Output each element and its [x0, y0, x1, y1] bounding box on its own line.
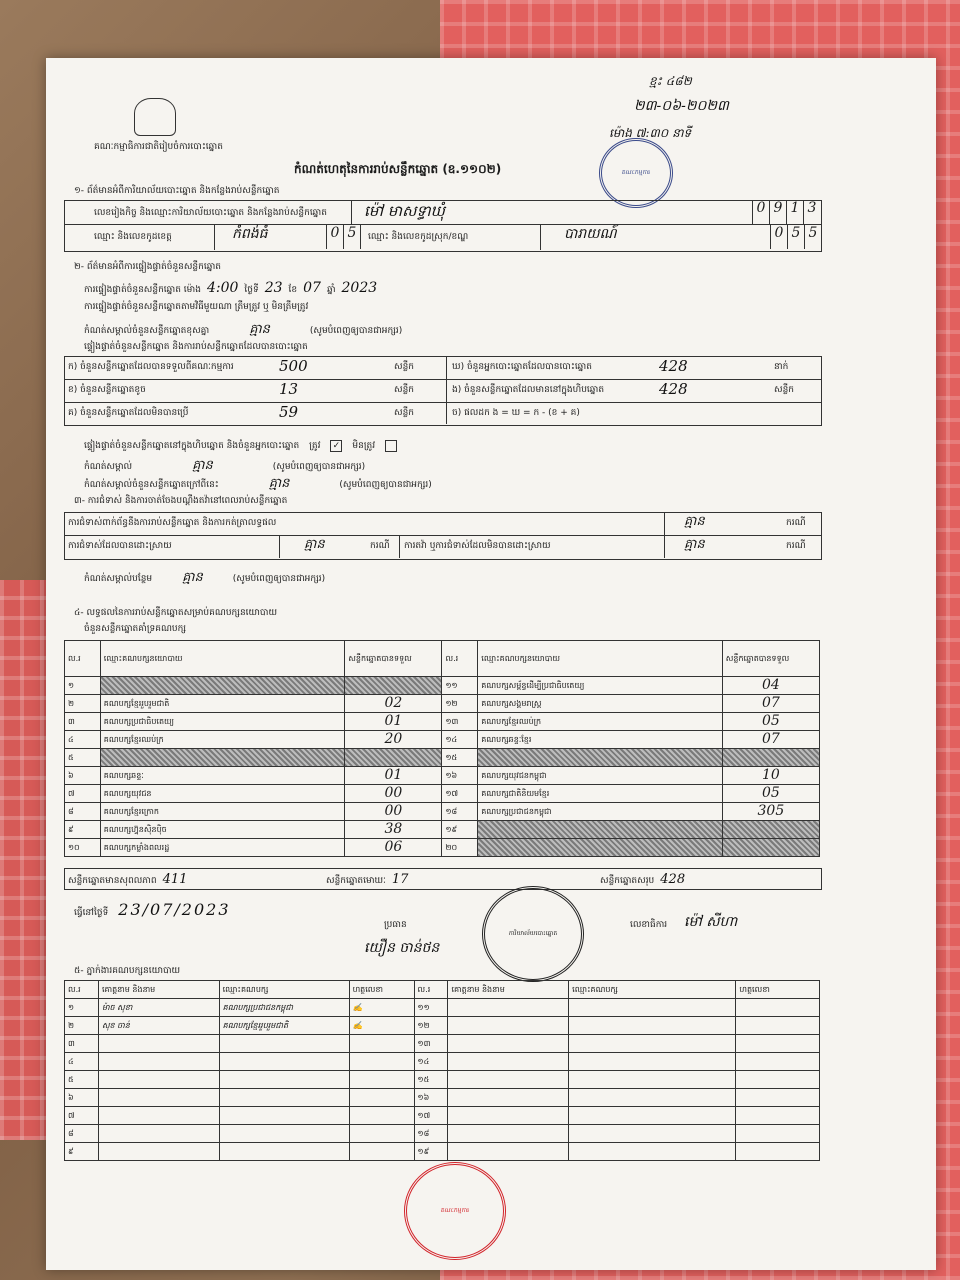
s2-line2: ការផ្ទៀងផ្ទាត់ចំនួនសន្លឹកឆ្នោតតាមវិធីមួយណា ត្រឹមត្រូវ ឬ មិនត្រឹមត្រូវ	[84, 302, 309, 312]
divider	[399, 535, 400, 558]
divider	[214, 225, 215, 250]
agents-table	[64, 980, 820, 1161]
s2-d-unit: នាក់	[774, 362, 789, 372]
th-no: ល.រ	[442, 641, 478, 677]
s2-line3-hint: (សូមបំពេញឲ្យបានជាអក្សរ)	[309, 326, 403, 336]
cell-name: សុខ ចាន់	[98, 1017, 219, 1035]
stamp-line1: ខ្មះ ៤៨២	[649, 74, 692, 88]
cell-no: ៤	[65, 731, 101, 749]
cell-no: ១២	[414, 1017, 448, 1035]
cell-empty	[448, 1107, 569, 1125]
cell-votes: 00	[345, 785, 442, 803]
code-digit: 1	[786, 200, 803, 224]
s2-note4-value: គ្មាន	[192, 458, 213, 473]
cell-sign	[349, 1143, 414, 1161]
cell-empty	[736, 999, 820, 1017]
cell-empty	[448, 1125, 569, 1143]
sign-date	[74, 900, 231, 919]
cell-empty	[448, 1017, 569, 1035]
th-name: គោត្តនាម និងនាម	[98, 981, 219, 999]
cell-party	[100, 677, 345, 695]
cell-empty	[448, 1035, 569, 1053]
cell-no: ១៣	[442, 713, 478, 731]
cell-party	[219, 1107, 349, 1125]
cell-empty	[569, 1053, 736, 1071]
cell-empty	[736, 1125, 820, 1143]
cell-votes: 06	[345, 839, 442, 857]
stamp-line3: ម៉ោង ៧:៣០ នាទី	[609, 126, 692, 140]
cell-party: គណបក្សសង្គមរាស្ត្រ	[478, 695, 723, 713]
cell-no: ៦	[65, 1089, 99, 1107]
cell-empty	[569, 1089, 736, 1107]
cell-party: គណបក្សប្រជាធិបតេយ្យ	[100, 713, 345, 731]
cell-no: ១៤	[442, 731, 478, 749]
th-party: ឈ្មោះគណបក្ស	[569, 981, 736, 999]
table-row	[65, 713, 820, 731]
cell-no: ៥	[65, 749, 101, 767]
s1-row1-value: ម៉ៅ មាសទ្ធាឃុំ	[364, 202, 445, 220]
cell-name	[98, 1035, 219, 1053]
table-row	[65, 749, 820, 767]
th-sign: ហត្ថលេខា	[736, 981, 820, 999]
cell-empty	[736, 1089, 820, 1107]
section1-title: ១- ព័ត៌មានអំពីការិយាល័យបោះឆ្នោត និងកន្លែងរាប់សន្លឹកឆ្នោត	[74, 186, 280, 196]
sign-date-value: 23/07/2023	[118, 900, 231, 919]
total-valid	[68, 872, 187, 888]
s2-match-line	[84, 440, 397, 452]
s2-e-unit: សន្លឹក	[774, 385, 794, 395]
cell-empty	[569, 1125, 736, 1143]
cell-no: ១៧	[442, 785, 478, 803]
s2-e-value: 428	[659, 380, 688, 398]
table-row	[65, 1053, 820, 1071]
cell-empty	[448, 1143, 569, 1161]
cell-name	[98, 1089, 219, 1107]
section2-title: ២- ព័ត៌មានអំពីការផ្ទៀងផ្ទាត់ចំនួនសន្លឹកឆ្នោត	[74, 262, 221, 272]
page-title: កំណត់ហេតុនៃការរាប់សន្លឹកឆ្នោត (ឧ.១១០២)	[294, 162, 502, 176]
s2-line3-value: គ្មាន	[249, 322, 270, 337]
th-votes: សន្លឹកឆ្នោតបានទទួល	[345, 641, 442, 677]
s3-r3-unit: ករណី	[786, 541, 806, 551]
total-all-value: 428	[660, 872, 686, 887]
results-body	[65, 677, 820, 857]
cell-empty	[736, 1017, 820, 1035]
cell-no: ២	[65, 1017, 99, 1035]
s3-note	[84, 570, 325, 586]
th-votes: សន្លឹកឆ្នោតបានទទួល	[722, 641, 819, 677]
cell-sign	[349, 1089, 414, 1107]
total-all-label: សន្លឹកឆ្នោតសរុប	[600, 876, 655, 886]
s2-month-label: ខែ	[288, 285, 298, 295]
s2-e-label: ង) ចំនួនសន្លឹកឆ្នោតដែលមាននៅក្នុងហិបឆ្នោត	[452, 385, 605, 395]
code-digit: 0	[770, 225, 787, 249]
s2-b-label: ខ) ចំនួនសន្លឹកឆ្នោតខូច	[68, 385, 146, 395]
cell-no: ២	[65, 695, 101, 713]
cell-no: ១១	[442, 677, 478, 695]
divider	[540, 225, 541, 250]
table-row	[65, 1125, 820, 1143]
cell-empty	[448, 999, 569, 1017]
cell-votes: 04	[722, 677, 819, 695]
cell-no: ១៩	[442, 821, 478, 839]
s2-day-label: ថ្ងៃទី	[244, 285, 259, 295]
cell-empty	[736, 1143, 820, 1161]
cell-no: ៧	[65, 1107, 99, 1125]
s2-line3	[84, 322, 402, 338]
table-row	[65, 839, 820, 857]
cell-empty	[448, 1071, 569, 1089]
cell-party: គណបក្សសម្ព័ន្ធដើម្បីប្រជាធិបតេយ្យ	[478, 677, 723, 695]
s2-b-value: 13	[279, 380, 299, 398]
cell-party: គណបក្សខ្មែរឈប់ក្រ	[478, 713, 723, 731]
cell-empty	[448, 1053, 569, 1071]
cell-no: ១៧	[414, 1107, 448, 1125]
s2-note5-value: គ្មាន	[268, 476, 290, 491]
s2-month: 07	[303, 280, 321, 296]
cell-name	[98, 1071, 219, 1089]
total-valid-label: សន្លឹកឆ្នោតមានសុពលភាព	[68, 876, 157, 886]
table-row	[65, 1035, 820, 1053]
code-digit: 5	[804, 225, 821, 249]
cell-party: គណបក្សខ្មែររួបរួមជាតិ	[219, 1017, 349, 1035]
table-row	[65, 821, 820, 839]
cell-votes: 07	[722, 731, 819, 749]
th-party: ឈ្មោះគណបក្សនយោបាយ	[478, 641, 723, 677]
section4-subtitle: ចំនួនសន្លឹកឆ្នោតគាំទ្រគណបក្ស	[84, 624, 187, 634]
document-paper	[46, 58, 936, 1270]
cell-no: ១៥	[442, 749, 478, 767]
s3-r1-value: គ្មាន	[684, 514, 705, 529]
s1-row2-value-b: បារាយណ៍	[564, 226, 617, 242]
cell-party	[219, 1125, 349, 1143]
seal-bottom-text: គណៈកម្មការ	[440, 1207, 470, 1215]
cell-party: គណបក្សខ្មែរក្រោក	[100, 803, 345, 821]
cell-votes: 07	[722, 695, 819, 713]
s2-note4-hint: (សូមបំពេញឲ្យបានជាអក្សរ)	[272, 462, 366, 472]
cell-votes	[345, 677, 442, 695]
seal-bottom	[404, 1162, 506, 1260]
s2-line3-label: កំណត់សម្គាល់ចំនួនសន្លឹកឆ្នោតខុសគ្នា	[84, 326, 210, 336]
cell-party: គណបក្សឆន្ទៈ	[100, 767, 345, 785]
cell-empty	[736, 1107, 820, 1125]
divider	[64, 379, 821, 380]
cell-empty	[569, 1143, 736, 1161]
secretary-name: ម៉ៅ សីហា	[684, 914, 738, 930]
cell-no: ១៥	[414, 1071, 448, 1089]
s2-c-value: 59	[279, 403, 299, 421]
s2-d-label: ឃ) ចំនួនអ្នកបោះឆ្នោតដែលបានបោះឆ្នោត	[452, 362, 592, 372]
cell-no: ៨	[65, 803, 101, 821]
cell-sign	[349, 1125, 414, 1143]
seal-top	[599, 138, 673, 208]
cell-party: គណបក្សប្រជាជនកម្ពុជា	[478, 803, 723, 821]
cell-party: គណបក្សយុវជន	[100, 785, 345, 803]
code-digit: 5	[343, 225, 361, 249]
table-row	[65, 731, 820, 749]
s2-match-no-label: មិនត្រូវ	[352, 440, 376, 451]
total-invalid-value: 17	[391, 872, 409, 887]
cell-party: គណបក្សកម្លាំងពលរដ្ឋ	[100, 839, 345, 857]
cell-votes: 01	[345, 713, 442, 731]
s3-r1-unit: ករណី	[786, 518, 806, 528]
s2-match-text: ផ្ទៀងផ្ទាត់ចំនួនសន្លឹកឆ្នោតនៅក្នុងហិបឆ្នោត និងចំនួនអ្នកបោះឆ្នោត	[84, 440, 300, 451]
cell-empty	[736, 1071, 820, 1089]
total-all	[600, 872, 685, 888]
cell-no: ៨	[65, 1125, 99, 1143]
cell-votes: 01	[345, 767, 442, 785]
s2-counts-intro: ផ្ទៀងផ្ទាត់ចំនួនសន្លឹកឆ្នោត និងការរាប់សន្លឹកឆ្នោតដែលបានបោះឆ្នោត	[84, 342, 308, 352]
cell-name	[98, 1143, 219, 1161]
code-digit: 0	[752, 200, 769, 224]
cell-votes: 00	[345, 803, 442, 821]
cell-sign	[349, 1071, 414, 1089]
section3-title: ៣- ការជំទាស់ និងការចាត់ចែងបណ្តឹងតវ៉ានៅពេលរាប់សន្លឹកឆ្នោត	[74, 496, 288, 506]
section4-title: ៤- លទ្ធផលនៃការរាប់សន្លឹកឆ្នោតសម្រាប់គណបក្សនយោបាយ	[74, 608, 278, 618]
cell-no: ៣	[65, 1035, 99, 1053]
cell-no: ១៨	[414, 1125, 448, 1143]
th-party: ឈ្មោះគណបក្ស	[219, 981, 349, 999]
divider	[64, 402, 821, 403]
secretary-label: លេខាធិការ	[630, 920, 668, 930]
total-invalid	[326, 872, 408, 888]
s2-d-value: 428	[659, 357, 688, 375]
cell-sign	[349, 1053, 414, 1071]
table-row	[65, 999, 820, 1017]
cell-votes: 05	[722, 785, 819, 803]
total-invalid-label: សន្លឹកឆ្នោតមោឃៈ	[326, 876, 386, 886]
s2-time-label: ការផ្ទៀងផ្ទាត់ចំនួនសន្លឹកឆ្នោត ម៉ោង	[84, 285, 201, 295]
s2-line1	[84, 280, 377, 297]
s2-c-label: គ) ចំនួនសន្លឹកឆ្នោតដែលមិនបានប្រើ	[68, 408, 189, 418]
cell-party: គណបក្សខ្មែររួបរួមជាតិ	[100, 695, 345, 713]
stamp-line2: ២៣-០៦-២០២៣	[634, 98, 729, 114]
cell-no: ១៨	[442, 803, 478, 821]
s2-a-unit: សន្លឹក	[394, 362, 414, 372]
cell-empty	[569, 999, 736, 1017]
cell-votes	[345, 749, 442, 767]
table-row	[65, 677, 820, 695]
cell-votes: 02	[345, 695, 442, 713]
seal-middle-text: ការិយាល័យបោះឆ្នោត	[508, 930, 558, 938]
cell-no: ៩	[65, 1143, 99, 1161]
cell-party: គណបក្សឆន្ទៈខ្មែរ	[478, 731, 723, 749]
table-row	[65, 695, 820, 713]
cell-no: ១១	[414, 999, 448, 1017]
cell-votes	[722, 749, 819, 767]
divider	[64, 224, 821, 225]
cell-party	[478, 749, 723, 767]
th-sign: ហត្ថលេខា	[349, 981, 414, 999]
cell-party	[219, 1089, 349, 1107]
cell-no: ៣	[65, 713, 101, 731]
match-yes-checkbox[interactable]: ✓	[330, 440, 342, 452]
s3-r3-label: ការតវ៉ា ឬការជំទាស់ដែលមិនបានដោះស្រាយ	[404, 541, 551, 551]
s2-a-label: ក) ចំនួនសន្លឹកឆ្នោតដែលបានទទួលពីគណៈកម្មការ	[68, 362, 234, 372]
code-digit: 0	[326, 225, 343, 249]
cell-sign	[349, 1107, 414, 1125]
cell-votes: 05	[722, 713, 819, 731]
th-no: ល.រ	[65, 641, 101, 677]
chief-name: យឿន ចាន់ថន	[364, 940, 440, 956]
cell-no: ៧	[65, 785, 101, 803]
cell-no: ១៦	[442, 767, 478, 785]
code-digit: 5	[787, 225, 804, 249]
cell-no: ១	[65, 999, 99, 1017]
cell-no: ១៣	[414, 1035, 448, 1053]
emblem-icon	[134, 98, 176, 136]
cell-party: គណបក្សយុវជនកម្ពុជា	[478, 767, 723, 785]
s3-r1-label: ការជំទាស់ពាក់ព័ន្ធនឹងការរាប់សន្លឹកឆ្នោត និងការកត់ត្រាលទ្ធផល	[68, 518, 277, 528]
s3-note-hint: (សូមបំពេញឲ្យបានជាអក្សរ)	[232, 574, 326, 584]
s1-row2-code-a	[326, 225, 361, 249]
s2-note5-hint: (សូមបំពេញឲ្យបានជាអក្សរ)	[339, 480, 432, 490]
seal-middle	[482, 886, 584, 982]
table-row	[65, 1071, 820, 1089]
table-row	[65, 1017, 820, 1035]
s3-note-label: កំណត់សម្គាល់បន្ថែម	[84, 574, 153, 584]
cell-empty	[569, 1071, 736, 1089]
s1-row2-value-a: កំពង់ធំ	[232, 226, 268, 242]
cell-sign: ✍	[349, 999, 414, 1017]
s2-b-unit: សន្លឹក	[394, 385, 414, 395]
s2-time: 4:00	[206, 280, 239, 296]
org-name: គណៈកម្មាធិការជាតិរៀបចំការបោះឆ្នោត	[94, 142, 223, 152]
cell-party	[478, 821, 723, 839]
divider	[446, 356, 447, 424]
cell-no: ១២	[442, 695, 478, 713]
s2-day: 23	[264, 280, 283, 296]
s2-f-label: ច) ផលដក ង = ឃ = ក - (ខ + គ)	[452, 408, 580, 418]
table-row	[65, 785, 820, 803]
s2-c-unit: សន្លឹក	[394, 408, 414, 418]
s2-note5-label: កំណត់សម្គាល់ចំនួនសន្លឹកឆ្នោតក្រៅពីនេះ	[84, 480, 219, 490]
code-digit: 3	[803, 200, 820, 224]
cell-no: ៤	[65, 1053, 99, 1071]
agents-body	[65, 999, 820, 1161]
table-row	[65, 1089, 820, 1107]
divider	[351, 200, 352, 225]
cell-no: ១០	[65, 839, 101, 857]
s2-note4-label: កំណត់សម្គាល់	[84, 462, 133, 472]
cell-no: ១៤	[414, 1053, 448, 1071]
s2-note5	[84, 476, 432, 492]
s2-note4	[84, 458, 365, 474]
results-table	[64, 640, 820, 857]
seal-top-text: គណៈកម្មការ	[621, 169, 651, 177]
cell-no: ២០	[442, 839, 478, 857]
cell-empty	[736, 1053, 820, 1071]
divider	[64, 535, 821, 536]
cell-name	[98, 1053, 219, 1071]
s2-year: 2023	[341, 280, 378, 296]
cell-votes: 38	[345, 821, 442, 839]
cell-votes: 305	[722, 803, 819, 821]
cell-name	[98, 1125, 219, 1143]
s1-row2-label-b: ឈ្មោះ និងលេខកូដស្រុក/ខណ្ឌ	[368, 232, 469, 242]
th-no: ល.រ	[414, 981, 448, 999]
cell-no: ៩	[65, 821, 101, 839]
s2-year-label: ឆ្នាំ	[326, 285, 336, 295]
s3-r2-label: ការជំទាស់ដែលបានដោះស្រាយ	[68, 541, 172, 551]
s3-r2-unit: ករណី	[370, 541, 390, 551]
section5-title: ៥- ភ្នាក់ងារគណបក្សនយោបាយ	[74, 966, 181, 976]
s3-r2-value: គ្មាន	[304, 537, 325, 552]
cell-sign: ✍	[349, 1017, 414, 1035]
th-party: ឈ្មោះគណបក្សនយោបាយ	[100, 641, 345, 677]
cell-no: ៦	[65, 767, 101, 785]
cell-name	[98, 1107, 219, 1125]
cell-empty	[569, 1107, 736, 1125]
cell-empty	[448, 1089, 569, 1107]
cell-party	[219, 1035, 349, 1053]
cell-votes: 10	[722, 767, 819, 785]
cell-party	[219, 1143, 349, 1161]
cell-party: គណបក្សប្រជាជនកម្ពុជា	[219, 999, 349, 1017]
s3-note-value: គ្មាន	[182, 570, 203, 585]
total-valid-value: 411	[162, 872, 188, 887]
s2-a-value: 500	[279, 357, 308, 375]
s1-row2-code-b	[770, 225, 821, 249]
sign-date-label: ធ្វើនៅថ្ងៃទី	[74, 908, 109, 918]
divider	[279, 535, 280, 558]
cell-party	[219, 1053, 349, 1071]
s2-match-yes-label: ត្រូវ	[309, 440, 321, 451]
cell-sign	[349, 1035, 414, 1053]
cell-votes: 20	[345, 731, 442, 749]
cell-no: ១៦	[414, 1089, 448, 1107]
th-no: ល.រ	[65, 981, 99, 999]
cell-party: គណបក្សហ្វ៊ុនស៊ិនប៉ិច	[100, 821, 345, 839]
s1-row1-code	[752, 200, 820, 224]
table-row	[65, 803, 820, 821]
table-row	[65, 1143, 820, 1161]
cell-no: ១	[65, 677, 101, 695]
chief-label: ប្រធាន	[384, 920, 407, 930]
cell-votes	[722, 821, 819, 839]
s1-row1-label: លេខរៀងកិច្ច និងឈ្មោះការិយាល័យបោះឆ្នោត និងកន្លែងរាប់សន្លឹកឆ្នោត	[94, 208, 327, 218]
cell-empty	[736, 1035, 820, 1053]
th-name: គោត្តនាម និងនាម	[448, 981, 569, 999]
cell-no: ១៩	[414, 1143, 448, 1161]
cell-party: គណបក្សខ្មែរឈប់ក្រ	[100, 731, 345, 749]
cell-no: ៥	[65, 1071, 99, 1089]
s1-row2-label-a: ឈ្មោះ និងលេខកូដខេត្ត	[94, 232, 172, 242]
cell-empty	[569, 1035, 736, 1053]
divider	[664, 512, 665, 558]
cell-name: ម៉ាច សុខា	[98, 999, 219, 1017]
cell-party	[478, 839, 723, 857]
s3-r3-value: គ្មាន	[684, 537, 705, 552]
table-row	[65, 767, 820, 785]
cell-votes	[722, 839, 819, 857]
cell-empty	[569, 1017, 736, 1035]
cell-party: គណបក្សជាតិនិយមខ្មែរ	[478, 785, 723, 803]
table-row	[65, 1107, 820, 1125]
cell-party	[100, 749, 345, 767]
code-digit: 9	[769, 200, 786, 224]
match-no-checkbox[interactable]	[385, 440, 397, 452]
cell-party	[219, 1071, 349, 1089]
